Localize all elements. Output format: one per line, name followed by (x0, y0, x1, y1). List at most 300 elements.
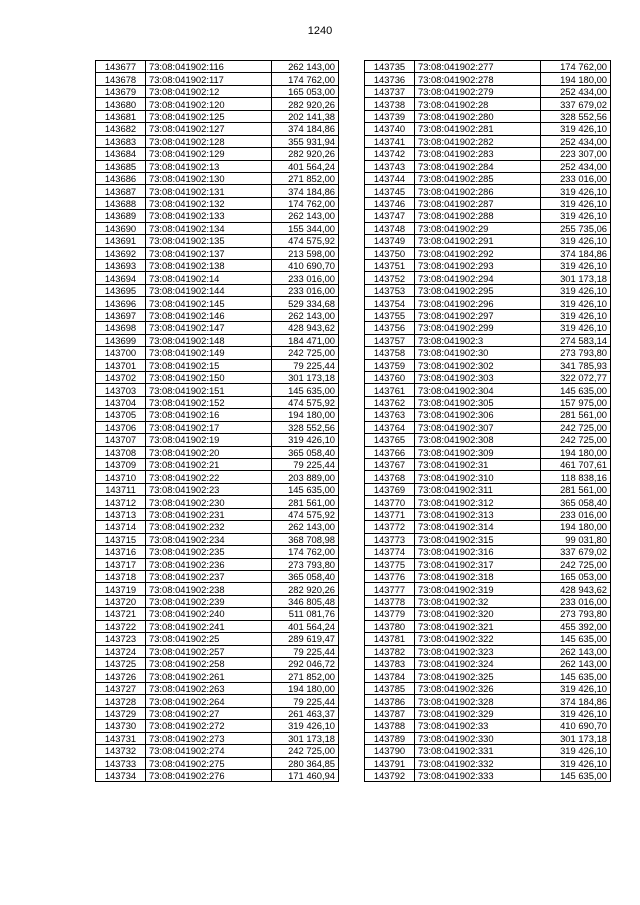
value-cell: 292 046,72 (272, 658, 339, 670)
table-row (365, 322, 611, 334)
row-number-cell: 143753 (365, 284, 415, 296)
row-number-cell: 143741 (365, 135, 415, 147)
cadastral-number-cell: 73:08:041902:3 (415, 334, 541, 346)
row-number-cell: 143698 (96, 322, 146, 334)
value-cell: 281 561,00 (272, 496, 339, 508)
value-cell: 145 635,00 (272, 384, 339, 396)
table-row (365, 347, 611, 359)
row-number-cell: 143712 (96, 496, 146, 508)
row-number-cell: 143679 (96, 85, 146, 97)
value-cell: 242 725,00 (541, 434, 611, 446)
cadastral-number-cell: 73:08:041902:310 (415, 471, 541, 483)
table-row (365, 633, 611, 645)
row-number-cell: 143766 (365, 446, 415, 458)
cadastral-number-cell: 73:08:041902:331 (415, 745, 541, 757)
table-row (365, 608, 611, 620)
table-row (365, 160, 611, 172)
table-row (96, 658, 339, 670)
cadastral-number-cell: 73:08:041902:302 (415, 359, 541, 371)
cadastral-number-cell: 73:08:041902:16 (146, 409, 272, 421)
row-number-cell: 143699 (96, 334, 146, 346)
row-number-cell: 143677 (96, 61, 146, 73)
value-cell: 282 920,26 (272, 583, 339, 595)
table-row (96, 61, 339, 73)
value-cell: 194 180,00 (541, 446, 611, 458)
row-number-cell: 143745 (365, 185, 415, 197)
value-cell: 474 575,92 (272, 396, 339, 408)
row-number-cell: 143685 (96, 160, 146, 172)
cadastral-number-cell: 73:08:041902:258 (146, 658, 272, 670)
cadastral-number-cell: 73:08:041902:261 (146, 670, 272, 682)
value-cell: 242 725,00 (272, 745, 339, 757)
row-number-cell: 143758 (365, 347, 415, 359)
value-cell: 319 426,10 (541, 682, 611, 694)
cadastral-number-cell: 73:08:041902:292 (415, 247, 541, 259)
value-cell: 455 392,00 (541, 620, 611, 632)
cadastral-number-cell: 73:08:041902:132 (146, 197, 272, 209)
value-cell: 252 434,00 (541, 85, 611, 97)
cadastral-number-cell: 73:08:041902:294 (415, 272, 541, 284)
value-cell: 319 426,10 (541, 322, 611, 334)
row-number-cell: 143721 (96, 608, 146, 620)
table-row (96, 247, 339, 259)
row-number-cell: 143786 (365, 695, 415, 707)
row-number-cell: 143687 (96, 185, 146, 197)
table-row (365, 247, 611, 259)
table-row (96, 421, 339, 433)
table-row (96, 533, 339, 545)
value-cell: 319 426,10 (541, 297, 611, 309)
row-number-cell: 143688 (96, 197, 146, 209)
table-row (96, 546, 339, 558)
row-number-cell: 143732 (96, 745, 146, 757)
value-cell: 174 762,00 (541, 61, 611, 73)
value-cell: 401 564,24 (272, 620, 339, 632)
cadastral-number-cell: 73:08:041902:320 (415, 608, 541, 620)
value-cell: 319 426,10 (541, 284, 611, 296)
table-row (365, 471, 611, 483)
table-row (96, 620, 339, 632)
row-number-cell: 143710 (96, 471, 146, 483)
cadastral-number-cell: 73:08:041902:279 (415, 85, 541, 97)
value-cell: 319 426,10 (541, 707, 611, 719)
cadastral-number-cell: 73:08:041902:145 (146, 297, 272, 309)
cadastral-number-cell: 73:08:041902:33 (415, 720, 541, 732)
cadastral-number-cell: 73:08:041902:150 (146, 371, 272, 383)
cadastral-number-cell: 73:08:041902:239 (146, 595, 272, 607)
value-cell: 255 735,06 (541, 222, 611, 234)
row-number-cell: 143749 (365, 235, 415, 247)
row-number-cell: 143782 (365, 645, 415, 657)
row-number-cell: 143700 (96, 347, 146, 359)
row-number-cell: 143695 (96, 284, 146, 296)
value-cell: 374 184,86 (541, 695, 611, 707)
cadastral-number-cell: 73:08:041902:282 (415, 135, 541, 147)
value-cell: 368 708,98 (272, 533, 339, 545)
value-cell: 365 058,40 (272, 570, 339, 582)
cadastral-number-cell: 73:08:041902:20 (146, 446, 272, 458)
row-number-cell: 143703 (96, 384, 146, 396)
row-number-cell: 143696 (96, 297, 146, 309)
cadastral-number-cell: 73:08:041902:127 (146, 123, 272, 135)
table-row (365, 73, 611, 85)
cadastral-number-cell: 73:08:041902:286 (415, 185, 541, 197)
row-number-cell: 143785 (365, 682, 415, 694)
cadastral-number-cell: 73:08:041902:278 (415, 73, 541, 85)
value-cell: 203 889,00 (272, 471, 339, 483)
value-cell: 271 852,00 (272, 172, 339, 184)
row-number-cell: 143744 (365, 172, 415, 184)
value-cell: 145 635,00 (541, 769, 611, 781)
table-row (365, 384, 611, 396)
row-number-cell: 143701 (96, 359, 146, 371)
value-cell: 319 426,10 (541, 260, 611, 272)
table-row (96, 135, 339, 147)
row-number-cell: 143756 (365, 322, 415, 334)
table-row (96, 558, 339, 570)
cadastral-number-cell: 73:08:041902:30 (415, 347, 541, 359)
table-row (96, 757, 339, 769)
row-number-cell: 143725 (96, 658, 146, 670)
table-row (96, 172, 339, 184)
cadastral-number-cell: 73:08:041902:25 (146, 633, 272, 645)
table-row (365, 658, 611, 670)
row-number-cell: 143706 (96, 421, 146, 433)
cadastral-number-cell: 73:08:041902:138 (146, 260, 272, 272)
row-number-cell: 143735 (365, 61, 415, 73)
table-row (96, 446, 339, 458)
cadastral-number-cell: 73:08:041902:277 (415, 61, 541, 73)
table-row (365, 235, 611, 247)
row-number-cell: 143704 (96, 396, 146, 408)
value-cell: 171 460,94 (272, 769, 339, 781)
cadastral-number-cell: 73:08:041902:306 (415, 409, 541, 421)
value-cell: 165 053,00 (272, 85, 339, 97)
value-cell: 282 920,26 (272, 98, 339, 110)
row-number-cell: 143724 (96, 645, 146, 657)
cadastral-number-cell: 73:08:041902:28 (415, 98, 541, 110)
table-row (96, 496, 339, 508)
value-cell: 262 143,00 (272, 61, 339, 73)
row-number-cell: 143755 (365, 309, 415, 321)
row-number-cell: 143739 (365, 110, 415, 122)
table-row (96, 769, 339, 781)
cadastral-number-cell: 73:08:041902:230 (146, 496, 272, 508)
value-cell: 474 575,92 (272, 508, 339, 520)
value-cell: 213 598,00 (272, 247, 339, 259)
table-row (96, 197, 339, 209)
value-cell: 273 793,80 (541, 347, 611, 359)
cadastral-number-cell: 73:08:041902:325 (415, 670, 541, 682)
row-number-cell: 143681 (96, 110, 146, 122)
row-number-cell: 143720 (96, 595, 146, 607)
value-cell: 337 679,02 (541, 546, 611, 558)
row-number-cell: 143764 (365, 421, 415, 433)
row-number-cell: 143705 (96, 409, 146, 421)
row-number-cell: 143768 (365, 471, 415, 483)
table-row (365, 496, 611, 508)
value-cell: 194 180,00 (541, 521, 611, 533)
value-cell: 281 561,00 (541, 483, 611, 495)
value-cell: 301 173,18 (272, 732, 339, 744)
cadastral-number-cell: 73:08:041902:312 (415, 496, 541, 508)
cadastral-number-cell: 73:08:041902:17 (146, 421, 272, 433)
cadastral-number-cell: 73:08:041902:116 (146, 61, 272, 73)
table-row (365, 757, 611, 769)
cadastral-number-cell: 73:08:041902:307 (415, 421, 541, 433)
right-table (364, 60, 611, 782)
table-row (365, 222, 611, 234)
row-number-cell: 143790 (365, 745, 415, 757)
row-number-cell: 143757 (365, 334, 415, 346)
value-cell: 461 707,61 (541, 459, 611, 471)
table-row (96, 371, 339, 383)
table-row (365, 583, 611, 595)
cadastral-number-cell: 73:08:041902:151 (146, 384, 272, 396)
value-cell: 346 805,48 (272, 595, 339, 607)
table-row (365, 98, 611, 110)
value-cell: 428 943,62 (272, 322, 339, 334)
value-cell: 194 180,00 (541, 73, 611, 85)
table-row (365, 85, 611, 97)
value-cell: 319 426,10 (541, 745, 611, 757)
row-number-cell: 143751 (365, 260, 415, 272)
row-number-cell: 143761 (365, 384, 415, 396)
row-number-cell: 143771 (365, 508, 415, 520)
value-cell: 410 690,70 (272, 260, 339, 272)
table-row (96, 570, 339, 582)
cadastral-number-cell: 73:08:041902:280 (415, 110, 541, 122)
value-cell: 242 725,00 (541, 558, 611, 570)
row-number-cell: 143702 (96, 371, 146, 383)
table-row (96, 745, 339, 757)
value-cell: 261 463,37 (272, 707, 339, 719)
value-cell: 252 434,00 (541, 160, 611, 172)
table-row (365, 446, 611, 458)
row-number-cell: 143713 (96, 508, 146, 520)
cadastral-number-cell: 73:08:041902:129 (146, 148, 272, 160)
value-cell: 319 426,10 (541, 123, 611, 135)
value-cell: 233 016,00 (272, 272, 339, 284)
table-row (365, 284, 611, 296)
row-number-cell: 143748 (365, 222, 415, 234)
cadastral-number-cell: 73:08:041902:291 (415, 235, 541, 247)
value-cell: 365 058,40 (541, 496, 611, 508)
value-cell: 252 434,00 (541, 135, 611, 147)
cadastral-number-cell: 73:08:041902:264 (146, 695, 272, 707)
cadastral-number-cell: 73:08:041902:14 (146, 272, 272, 284)
row-number-cell: 143719 (96, 583, 146, 595)
value-cell: 301 173,18 (541, 272, 611, 284)
row-number-cell: 143773 (365, 533, 415, 545)
cadastral-number-cell: 73:08:041902:257 (146, 645, 272, 657)
cadastral-number-cell: 73:08:041902:316 (415, 546, 541, 558)
row-number-cell: 143678 (96, 73, 146, 85)
table-row (365, 172, 611, 184)
row-number-cell: 143781 (365, 633, 415, 645)
table-row (96, 148, 339, 160)
row-number-cell: 143737 (365, 85, 415, 97)
cadastral-number-cell: 73:08:041902:275 (146, 757, 272, 769)
row-number-cell: 143692 (96, 247, 146, 259)
row-number-cell: 143762 (365, 396, 415, 408)
value-cell: 194 180,00 (272, 682, 339, 694)
value-cell: 529 334,68 (272, 297, 339, 309)
cadastral-number-cell: 73:08:041902:236 (146, 558, 272, 570)
value-cell: 202 141,38 (272, 110, 339, 122)
value-cell: 79 225,44 (272, 359, 339, 371)
row-number-cell: 143694 (96, 272, 146, 284)
cadastral-number-cell: 73:08:041902:237 (146, 570, 272, 582)
cadastral-number-cell: 73:08:041902:303 (415, 371, 541, 383)
row-number-cell: 143738 (365, 98, 415, 110)
table-row (96, 434, 339, 446)
cadastral-number-cell: 73:08:041902:273 (146, 732, 272, 744)
value-cell: 223 307,00 (541, 148, 611, 160)
table-row (96, 720, 339, 732)
value-cell: 319 426,10 (541, 757, 611, 769)
table-row (96, 633, 339, 645)
cadastral-number-cell: 73:08:041902:134 (146, 222, 272, 234)
value-cell: 301 173,18 (541, 732, 611, 744)
row-number-cell: 143774 (365, 546, 415, 558)
row-number-cell: 143689 (96, 210, 146, 222)
cadastral-number-cell: 73:08:041902:128 (146, 135, 272, 147)
cadastral-number-cell: 73:08:041902:149 (146, 347, 272, 359)
row-number-cell: 143736 (365, 73, 415, 85)
value-cell: 281 561,00 (541, 409, 611, 421)
row-number-cell: 143723 (96, 633, 146, 645)
table-row (96, 309, 339, 321)
cadastral-number-cell: 73:08:041902:238 (146, 583, 272, 595)
value-cell: 79 225,44 (272, 695, 339, 707)
table-row (365, 272, 611, 284)
table-row (96, 110, 339, 122)
cadastral-number-cell: 73:08:041902:322 (415, 633, 541, 645)
cadastral-number-cell: 73:08:041902:323 (415, 645, 541, 657)
value-cell: 341 785,93 (541, 359, 611, 371)
table-row (365, 695, 611, 707)
table-row (365, 682, 611, 694)
table-row (365, 197, 611, 209)
cadastral-number-cell: 73:08:041902:285 (415, 172, 541, 184)
table-row (96, 347, 339, 359)
value-cell: 319 426,10 (272, 434, 339, 446)
row-number-cell: 143722 (96, 620, 146, 632)
value-cell: 99 031,80 (541, 533, 611, 545)
value-cell: 319 426,10 (541, 210, 611, 222)
value-cell: 262 143,00 (272, 521, 339, 533)
cadastral-number-cell: 73:08:041902:23 (146, 483, 272, 495)
cadastral-number-cell: 73:08:041902:235 (146, 546, 272, 558)
value-cell: 410 690,70 (541, 720, 611, 732)
value-cell: 79 225,44 (272, 459, 339, 471)
value-cell: 374 184,86 (272, 123, 339, 135)
row-number-cell: 143750 (365, 247, 415, 259)
cadastral-number-cell: 73:08:041902:330 (415, 732, 541, 744)
value-cell: 174 762,00 (272, 73, 339, 85)
table-row (365, 533, 611, 545)
table-row (365, 745, 611, 757)
value-cell: 165 053,00 (541, 570, 611, 582)
cadastral-number-cell: 73:08:041902:29 (415, 222, 541, 234)
table-row (365, 359, 611, 371)
cadastral-number-cell: 73:08:041902:131 (146, 185, 272, 197)
cadastral-number-cell: 73:08:041902:315 (415, 533, 541, 545)
row-number-cell: 143716 (96, 546, 146, 558)
value-cell: 511 081,76 (272, 608, 339, 620)
row-number-cell: 143740 (365, 123, 415, 135)
cadastral-number-cell: 73:08:041902:326 (415, 682, 541, 694)
table-row (96, 670, 339, 682)
cadastral-number-cell: 73:08:041902:314 (415, 521, 541, 533)
cadastral-number-cell: 73:08:041902:234 (146, 533, 272, 545)
cadastral-number-cell: 73:08:041902:329 (415, 707, 541, 719)
table-row (365, 434, 611, 446)
value-cell: 280 364,85 (272, 757, 339, 769)
table-row (365, 123, 611, 135)
value-cell: 145 635,00 (541, 633, 611, 645)
cadastral-number-cell: 73:08:041902:332 (415, 757, 541, 769)
row-number-cell: 143788 (365, 720, 415, 732)
value-cell: 328 552,56 (272, 421, 339, 433)
table-row (96, 384, 339, 396)
row-number-cell: 143727 (96, 682, 146, 694)
table-row (96, 521, 339, 533)
cadastral-number-cell: 73:08:041902:288 (415, 210, 541, 222)
value-cell: 262 143,00 (272, 309, 339, 321)
value-cell: 145 635,00 (541, 670, 611, 682)
row-number-cell: 143792 (365, 769, 415, 781)
cadastral-number-cell: 73:08:041902:231 (146, 508, 272, 520)
cadastral-number-cell: 73:08:041902:133 (146, 210, 272, 222)
table-row (96, 707, 339, 719)
table-row (96, 396, 339, 408)
value-cell: 428 943,62 (541, 583, 611, 595)
row-number-cell: 143747 (365, 210, 415, 222)
value-cell: 274 583,14 (541, 334, 611, 346)
row-number-cell: 143682 (96, 123, 146, 135)
cadastral-number-cell: 73:08:041902:241 (146, 620, 272, 632)
row-number-cell: 143734 (96, 769, 146, 781)
value-cell: 174 762,00 (272, 546, 339, 558)
table-row (365, 148, 611, 160)
cadastral-number-cell: 73:08:041902:152 (146, 396, 272, 408)
table-row (365, 720, 611, 732)
value-cell: 289 619,47 (272, 633, 339, 645)
value-cell: 242 725,00 (272, 347, 339, 359)
row-number-cell: 143683 (96, 135, 146, 147)
cadastral-number-cell: 73:08:041902:146 (146, 309, 272, 321)
row-number-cell: 143729 (96, 707, 146, 719)
table-row (365, 620, 611, 632)
table-row (96, 210, 339, 222)
row-number-cell: 143772 (365, 521, 415, 533)
cadastral-number-cell: 73:08:041902:299 (415, 322, 541, 334)
table-row (96, 682, 339, 694)
table-row (365, 185, 611, 197)
row-number-cell: 143779 (365, 608, 415, 620)
table-row (365, 409, 611, 421)
table-row (365, 670, 611, 682)
value-cell: 155 344,00 (272, 222, 339, 234)
table-row (96, 322, 339, 334)
table-row (96, 235, 339, 247)
row-number-cell: 143697 (96, 309, 146, 321)
cadastral-number-cell: 73:08:041902:27 (146, 707, 272, 719)
value-cell: 273 793,80 (272, 558, 339, 570)
row-number-cell: 143784 (365, 670, 415, 682)
